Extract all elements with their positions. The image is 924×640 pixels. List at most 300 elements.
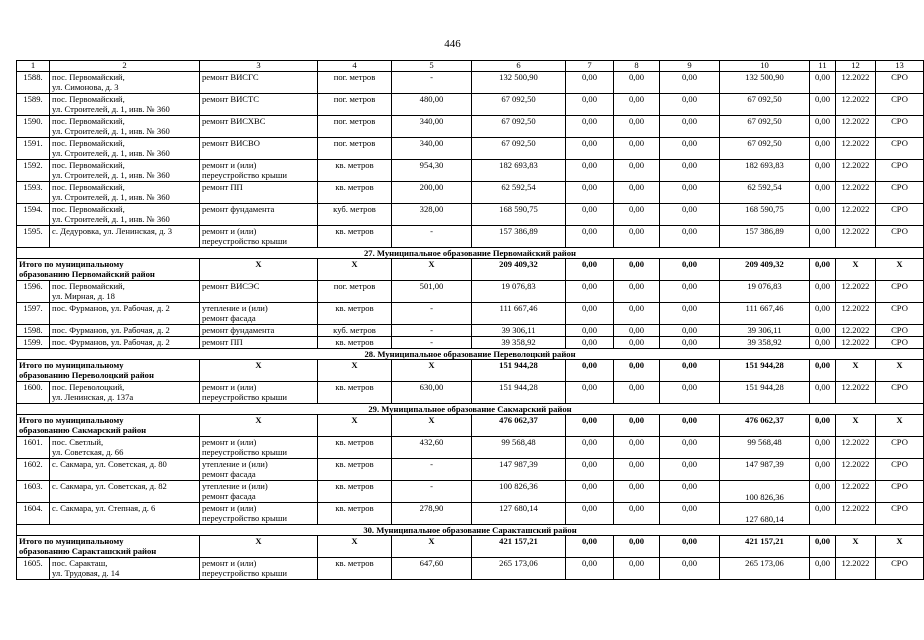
- address-line: ул. Строителей, д. 1, инв. № 360: [52, 192, 170, 202]
- col9-cell: [614, 325, 660, 337]
- unit-cell: [318, 337, 392, 349]
- col10-cell: [660, 303, 720, 325]
- value: 0,00: [628, 94, 645, 104]
- value: 0,00: [581, 160, 598, 170]
- table-row: [17, 437, 924, 459]
- total-sum: 421 157,21: [745, 536, 784, 546]
- total-row: [17, 259, 924, 281]
- total-value: 0,00: [581, 259, 598, 269]
- col9-cell: [614, 337, 660, 349]
- cost-total: 62 592,54: [501, 182, 536, 192]
- cost-total: 265 173,06: [499, 558, 538, 568]
- method: СРО: [891, 182, 908, 192]
- deadline-cell: [836, 325, 876, 337]
- work-type-cell: [200, 303, 318, 325]
- cost-total-cell: [472, 481, 566, 503]
- value: 0,00: [581, 437, 598, 447]
- header-cell-label: 13: [895, 60, 904, 70]
- work-type-cell: [200, 459, 318, 481]
- method-cell: [876, 281, 924, 303]
- unit: кв. метров: [335, 503, 374, 513]
- total-label-line: Итого по муниципальному: [19, 360, 124, 370]
- value: 0,00: [628, 138, 645, 148]
- address-cell: [50, 160, 200, 182]
- table-row: [17, 116, 924, 138]
- x-mark: Х: [428, 259, 435, 269]
- address-line: ул. Строителей, д. 1, инв. № 360: [52, 126, 170, 136]
- col12-cell: [810, 459, 836, 481]
- col9-cell: [614, 226, 660, 248]
- value: 0,00: [814, 72, 831, 82]
- total-label-cell: [17, 360, 200, 382]
- total-col10: [660, 360, 720, 382]
- work-type-line: ремонт ВИСТС: [202, 94, 260, 104]
- unit: кв. метров: [335, 182, 374, 192]
- value: 0,00: [681, 226, 698, 236]
- deadline-cell: [836, 481, 876, 503]
- value: 0,00: [628, 437, 645, 447]
- method-cell: [876, 160, 924, 182]
- value: 0,00: [681, 337, 698, 347]
- cost-total: 182 693,83: [499, 160, 538, 170]
- col10-cell: [660, 459, 720, 481]
- value: 0,00: [628, 226, 645, 236]
- x-mark: Х: [351, 259, 358, 269]
- header-cell: [200, 61, 318, 72]
- cost-total-cell: [472, 94, 566, 116]
- col8-cell: [566, 382, 614, 404]
- page-number: 446: [444, 38, 461, 50]
- col9-cell: [614, 72, 660, 94]
- table-row: [17, 337, 924, 349]
- deadline-cell: [836, 72, 876, 94]
- deadline-cell: [836, 204, 876, 226]
- row-number: 1597.: [23, 303, 43, 313]
- quantity: 647,60: [419, 558, 444, 568]
- unit-cell: [318, 72, 392, 94]
- table-row: [17, 204, 924, 226]
- unit-cell: [318, 160, 392, 182]
- table-row: [17, 481, 924, 503]
- quantity-cell: [392, 182, 472, 204]
- value: 0,00: [628, 503, 645, 513]
- cost-total-cell: [472, 337, 566, 349]
- value: 0,00: [681, 459, 698, 469]
- total-value: 0,00: [814, 259, 831, 269]
- cost-total: 39 306,11: [501, 325, 536, 335]
- cost-total: 151 944,28: [499, 382, 538, 392]
- method: СРО: [891, 303, 908, 313]
- total-value: 0,00: [628, 259, 645, 269]
- value: 0,00: [628, 481, 645, 491]
- value: 0,00: [681, 94, 698, 104]
- x-mark: Х: [255, 536, 262, 546]
- cost-total: 67 092,50: [501, 116, 536, 126]
- value: 0,00: [681, 303, 698, 313]
- total-col5: [318, 415, 392, 437]
- quantity-cell: [392, 503, 472, 525]
- address-line: пос. Саракташ,: [52, 558, 108, 568]
- quantity: -: [430, 481, 433, 491]
- unit-cell: [318, 437, 392, 459]
- header-cell: [392, 61, 472, 72]
- value: 0,00: [814, 459, 831, 469]
- x-mark: Х: [896, 536, 903, 546]
- address-cell: [50, 281, 200, 303]
- col12-cell: [810, 503, 836, 525]
- value: 0,00: [581, 116, 598, 126]
- work-type-line: ремонт ПП: [202, 337, 243, 347]
- header-cell: [472, 61, 566, 72]
- total-col11: [720, 360, 810, 382]
- col10-cell: [660, 281, 720, 303]
- method: СРО: [891, 226, 908, 236]
- work-type-line: ремонт фасада: [202, 491, 256, 501]
- cost-total: 67 092,50: [501, 94, 536, 104]
- method-cell: [876, 303, 924, 325]
- row-number-cell: [17, 281, 50, 303]
- deadline-cell: [836, 116, 876, 138]
- method: СРО: [891, 325, 908, 335]
- col9-cell: [614, 281, 660, 303]
- method: СРО: [891, 503, 908, 513]
- total-label-cell: [17, 415, 200, 437]
- work-type-line: ремонт и (или): [202, 226, 257, 236]
- value: 0,00: [814, 481, 831, 491]
- unit-cell: [318, 204, 392, 226]
- col10-cell: [660, 138, 720, 160]
- total-col8: [566, 415, 614, 437]
- total-label-cell: [17, 536, 200, 558]
- cost-fund-cell: [720, 325, 810, 337]
- quantity-cell: [392, 325, 472, 337]
- unit-cell: [318, 138, 392, 160]
- section-row: [17, 404, 924, 415]
- value: 0,00: [814, 226, 831, 236]
- total-value: 0,00: [581, 536, 598, 546]
- total-value: 0,00: [681, 259, 698, 269]
- table-row: [17, 382, 924, 404]
- address-cell: [50, 558, 200, 580]
- cost-fund: 132 500,90: [745, 72, 784, 82]
- total-value: 0,00: [581, 360, 598, 370]
- x-mark: Х: [255, 415, 262, 425]
- section-row: [17, 248, 924, 259]
- value: 0,00: [681, 481, 698, 491]
- col12-cell: [810, 204, 836, 226]
- table-row: [17, 303, 924, 325]
- col8-cell: [566, 459, 614, 481]
- quantity: 278,90: [419, 503, 444, 513]
- cost-fund: 147 987,39: [745, 459, 784, 469]
- x-mark: Х: [852, 415, 859, 425]
- total-value: 0,00: [814, 536, 831, 546]
- value: 0,00: [814, 382, 831, 392]
- address-line: пос. Первомайский,: [52, 94, 125, 104]
- col8-cell: [566, 437, 614, 459]
- address-line: пос. Первомайский,: [52, 160, 125, 170]
- row-number-cell: [17, 204, 50, 226]
- col9-cell: [614, 481, 660, 503]
- col8-cell: [566, 337, 614, 349]
- cost-total-cell: [472, 204, 566, 226]
- work-type-cell: [200, 337, 318, 349]
- total-col5: [318, 360, 392, 382]
- deadline: 12.2022: [841, 325, 870, 335]
- address-line: ул. Мирная, д. 18: [52, 291, 115, 301]
- total-col13: [836, 259, 876, 281]
- quantity: 432,60: [419, 437, 444, 447]
- total-col11: [720, 259, 810, 281]
- table-row: [17, 94, 924, 116]
- value: 0,00: [681, 325, 698, 335]
- col9-cell: [614, 459, 660, 481]
- cost-total: 132 500,90: [499, 72, 538, 82]
- cost-fund: 182 693,83: [745, 160, 784, 170]
- quantity-cell: [392, 116, 472, 138]
- total-label-line: образованию Саракташский район: [19, 546, 157, 556]
- value: 0,00: [581, 94, 598, 104]
- unit: пог. метров: [333, 116, 376, 126]
- total-col5: [318, 259, 392, 281]
- deadline: 12.2022: [841, 481, 870, 491]
- value: 0,00: [628, 325, 645, 335]
- work-type-line: переустройство крыши: [202, 170, 287, 180]
- total-label-cell: [17, 259, 200, 281]
- value: 0,00: [628, 160, 645, 170]
- quantity-cell: [392, 160, 472, 182]
- unit: кв. метров: [335, 459, 374, 469]
- value: 0,00: [814, 94, 831, 104]
- total-label-line: Итого по муниципальному: [19, 536, 124, 546]
- deadline-cell: [836, 226, 876, 248]
- row-number: 1594.: [23, 204, 43, 214]
- address-cell: [50, 303, 200, 325]
- header-cell-label: 4: [352, 60, 357, 70]
- total-col6: [392, 536, 472, 558]
- cost-fund: 100 826,36: [745, 492, 784, 502]
- table-row: [17, 226, 924, 248]
- cost-total-cell: [472, 72, 566, 94]
- method: СРО: [891, 138, 908, 148]
- row-number-cell: [17, 481, 50, 503]
- quantity: 200,00: [419, 182, 444, 192]
- table-row: [17, 503, 924, 525]
- address-line: ул. Трудовая, д. 14: [52, 568, 120, 578]
- cost-fund: 39 358,92: [747, 337, 782, 347]
- cost-fund: 265 173,06: [745, 558, 784, 568]
- header-cell: [720, 61, 810, 72]
- method: СРО: [891, 558, 908, 568]
- row-number-cell: [17, 138, 50, 160]
- header-cell: [318, 61, 392, 72]
- section-title: 27. Муниципальное образование Первомайский район: [364, 248, 576, 258]
- cost-total: 127 680,14: [499, 503, 538, 513]
- unit-cell: [318, 226, 392, 248]
- address-line: с. Сакмара, ул. Советская, д. 82: [52, 481, 167, 491]
- address-line: ул. Строителей, д. 1, инв. № 360: [52, 214, 170, 224]
- work-type-line: ремонт и (или): [202, 503, 257, 513]
- cost-fund: 39 306,11: [747, 325, 782, 335]
- work-type-cell: [200, 116, 318, 138]
- total-value: 0,00: [628, 415, 645, 425]
- cost-total: 100 826,36: [499, 481, 538, 491]
- total-col9: [614, 536, 660, 558]
- total-sum: 209 409,32: [499, 259, 538, 269]
- unit-cell: [318, 303, 392, 325]
- col12-cell: [810, 303, 836, 325]
- address-line: пос. Первомайский,: [52, 281, 125, 291]
- header-cell-label: 9: [687, 60, 692, 70]
- address-line: с. Дедуровка, ул. Ленинская, д. 3: [52, 226, 173, 236]
- header-cell: [566, 61, 614, 72]
- col8-cell: [566, 116, 614, 138]
- deadline: 12.2022: [841, 138, 870, 148]
- method: СРО: [891, 204, 908, 214]
- address-line: пос. Фурманов, ул. Рабочая, д. 2: [52, 337, 170, 347]
- value: 0,00: [814, 437, 831, 447]
- header-cell: [614, 61, 660, 72]
- value: 0,00: [814, 337, 831, 347]
- value: 0,00: [814, 325, 831, 335]
- quantity-cell: [392, 382, 472, 404]
- cost-fund: 67 092,50: [747, 138, 782, 148]
- col12-cell: [810, 226, 836, 248]
- header-cell: [660, 61, 720, 72]
- col8-cell: [566, 94, 614, 116]
- quantity: 340,00: [419, 138, 444, 148]
- unit-cell: [318, 558, 392, 580]
- unit: куб. метров: [333, 325, 376, 335]
- x-mark: Х: [351, 360, 358, 370]
- row-number-cell: [17, 160, 50, 182]
- work-type-cell: [200, 204, 318, 226]
- quantity-cell: [392, 337, 472, 349]
- header-cell: [17, 61, 50, 72]
- total-col7: [472, 259, 566, 281]
- total-sum: 476 062,37: [499, 415, 538, 425]
- work-type-line: переустройство крыши: [202, 568, 287, 578]
- quantity: -: [430, 72, 433, 82]
- value: 0,00: [681, 503, 698, 513]
- method-cell: [876, 558, 924, 580]
- deadline: 12.2022: [841, 160, 870, 170]
- address-line: пос. Переволоцкий,: [52, 382, 125, 392]
- deadline: 12.2022: [841, 281, 870, 291]
- address-cell: [50, 503, 200, 525]
- quantity-cell: [392, 459, 472, 481]
- work-type-line: ремонт фундамента: [202, 325, 275, 335]
- method-cell: [876, 182, 924, 204]
- method-cell: [876, 459, 924, 481]
- work-type-line: ремонт и (или): [202, 437, 257, 447]
- row-number-cell: [17, 226, 50, 248]
- header-cell-label: 10: [760, 60, 769, 70]
- unit: кв. метров: [335, 558, 374, 568]
- value: 0,00: [581, 481, 598, 491]
- work-type-line: ремонт ВИСВО: [202, 138, 260, 148]
- total-col13: [836, 360, 876, 382]
- table-row: [17, 182, 924, 204]
- cost-fund-cell: [720, 204, 810, 226]
- row-number-cell: [17, 337, 50, 349]
- header-cell: [836, 61, 876, 72]
- method-cell: [876, 72, 924, 94]
- work-type-cell: [200, 481, 318, 503]
- cost-total-cell: [472, 303, 566, 325]
- work-type-cell: [200, 382, 318, 404]
- col10-cell: [660, 325, 720, 337]
- row-number: 1589.: [23, 94, 43, 104]
- value: 0,00: [814, 182, 831, 192]
- unit: кв. метров: [335, 226, 374, 236]
- quantity: -: [430, 325, 433, 335]
- cost-fund: 127 680,14: [745, 514, 784, 524]
- cost-total: 168 590,75: [499, 204, 538, 214]
- total-value: 0,00: [681, 360, 698, 370]
- cost-fund-cell: [720, 558, 810, 580]
- value: 0,00: [628, 72, 645, 82]
- col8-cell: [566, 325, 614, 337]
- unit: пог. метров: [333, 138, 376, 148]
- unit-cell: [318, 459, 392, 481]
- work-type-line: ремонт ПП: [202, 182, 243, 192]
- cost-fund-cell: [720, 72, 810, 94]
- cost-total-cell: [472, 138, 566, 160]
- col10-cell: [660, 503, 720, 525]
- cost-fund: 67 092,50: [747, 94, 782, 104]
- unit: кв. метров: [335, 481, 374, 491]
- section-title-cell: [17, 349, 924, 360]
- address-line: ул. Строителей, д. 1, инв. № 360: [52, 104, 170, 114]
- address-cell: [50, 204, 200, 226]
- method: СРО: [891, 437, 908, 447]
- value: 0,00: [628, 204, 645, 214]
- row-number: 1593.: [23, 182, 43, 192]
- cost-fund-cell: [720, 94, 810, 116]
- value: 0,00: [628, 116, 645, 126]
- work-type-cell: [200, 558, 318, 580]
- col9-cell: [614, 503, 660, 525]
- address-line: с. Сакмара, ул. Степная, д. 6: [52, 503, 156, 513]
- total-value: 0,00: [681, 415, 698, 425]
- total-col14: [876, 415, 924, 437]
- value: 0,00: [814, 503, 831, 513]
- unit-cell: [318, 503, 392, 525]
- total-col10: [660, 415, 720, 437]
- total-col8: [566, 536, 614, 558]
- col8-cell: [566, 503, 614, 525]
- row-number-cell: [17, 325, 50, 337]
- header-cell-label: 7: [587, 60, 592, 70]
- total-col7: [472, 536, 566, 558]
- cost-fund: 62 592,54: [747, 182, 782, 192]
- col12-cell: [810, 138, 836, 160]
- address-line: пос. Первомайский,: [52, 72, 125, 82]
- method: СРО: [891, 160, 908, 170]
- unit-cell: [318, 94, 392, 116]
- address-cell: [50, 459, 200, 481]
- method-cell: [876, 94, 924, 116]
- col8-cell: [566, 138, 614, 160]
- work-type-line: ремонт и (или): [202, 558, 257, 568]
- total-col11: [720, 415, 810, 437]
- col9-cell: [614, 160, 660, 182]
- cost-fund-cell: [720, 437, 810, 459]
- deadline-cell: [836, 160, 876, 182]
- method-cell: [876, 337, 924, 349]
- total-col9: [614, 415, 660, 437]
